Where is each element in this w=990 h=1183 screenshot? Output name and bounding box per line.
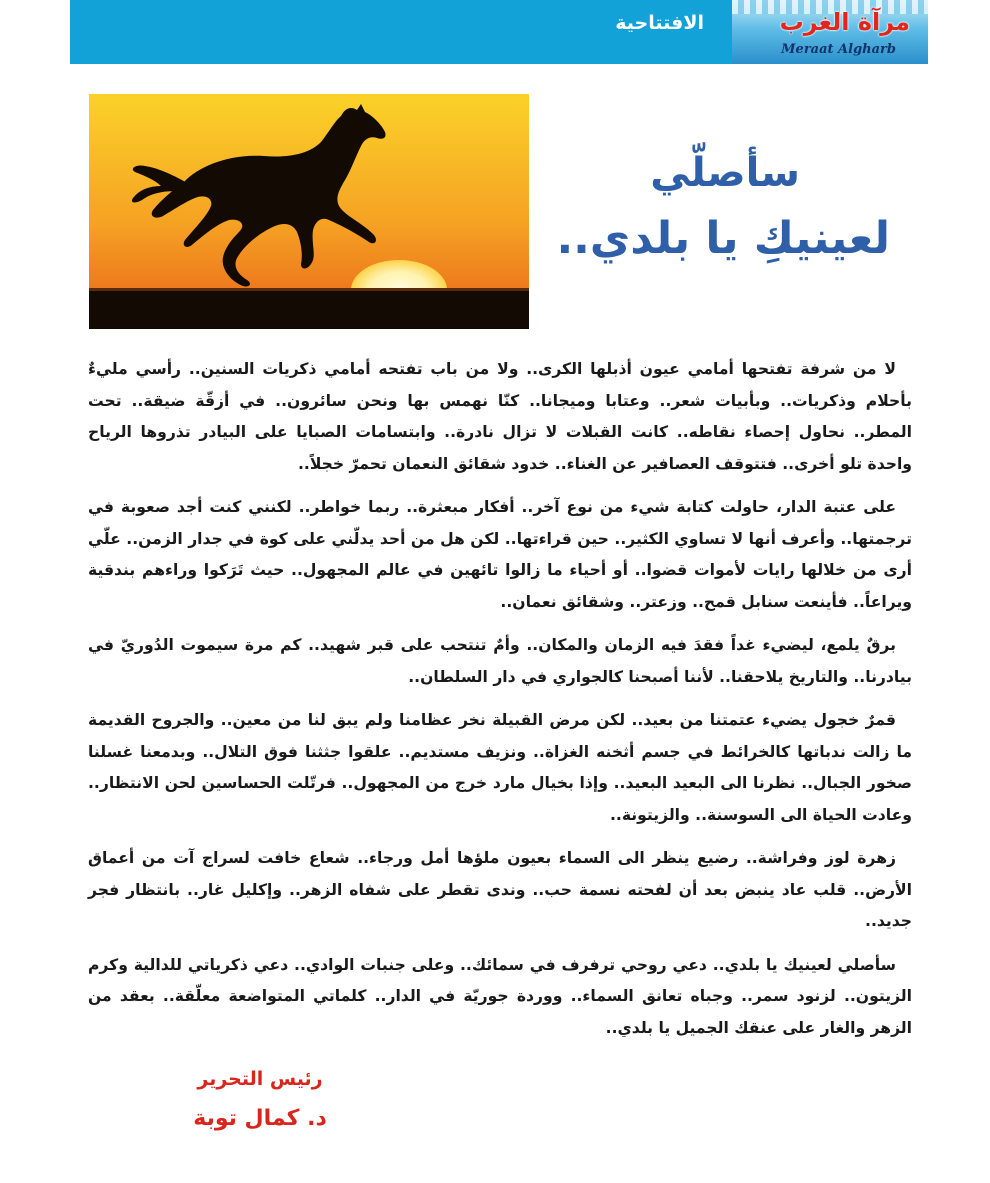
logo-latin-text: Meraat Algharb: [781, 42, 896, 57]
hero-image-horse-sunset: [89, 94, 529, 329]
header-bar: [70, 0, 732, 64]
publication-logo: [732, 0, 928, 64]
signature-name: د. كمال توبة: [193, 1106, 327, 1131]
signature-block: [160, 1062, 360, 1142]
article-paragraph: لا من شرفة تفتحها أمامي عيون أذبلها الكرى.. ولا من باب تفتحه أمامي ذكريات السنين.. رأسي مليءٌ بأحلام وذكريات.. وبأبيات شعر.. وعتابا وميجانا.. كنّا نهمس بها ونحن سائرون.. في أزقّة ضيقة.. تحت المطر.. نحاول إحصاء نقاطه.. كانت القبلات لا تزال نادرة.. وابتسامات الصبايا على البيادر تذروها الرياح واحدة تلو أخرى.. فتتوقف العصافير عن الغناء.. خدود شقائق النعمان تحمرّ خجلاً..: [88, 360, 912, 473]
title-line-1: سأصلّي: [650, 150, 800, 196]
article-paragraph: قمرٌ خجول يضيء عتمتنا من بعيد.. لكن مرض القبيلة نخر عظامنا ولم يبق لنا من معين.. والجروح القديمة ما زالت ندباتها كالخرائط في جسم أثخنه الغزاة.. ونزيف مستديم.. علقوا جثثنا فوق التلال.. وبدمعنا غسلنا صخور الجبال.. نظرنا الى البعيد البعيد.. وإذا بخيال مارد خرج من المجهول.. فرتّلت الحساسين لحن الانتظار.. وعادت الحياة الى السوسنة.. والزيتونة..: [88, 711, 912, 824]
horse-silhouette-icon: [89, 94, 529, 329]
logo-arabic-text: مرآة الغرب: [779, 8, 910, 36]
article-body: [88, 354, 912, 1056]
article-paragraph: سأصلي لعينيك يا بلدي.. دعي روحي ترفرف في سمائك.. وعلى جنبات الوادي.. دعي ذكرياتي للدالية وكرم الزيتون.. لزنود سمر.. وجباه تعانق السماء.. ووردة جوريّة في الدار.. كلماتي المتواضعة معلّقة.. بعقد من الزهر والغار على عنقك الجميل يا بلدي..: [88, 955, 912, 1037]
title-line-2: لعينيكِ يا بلدي..: [556, 213, 890, 264]
article-paragraph: على عتبة الدار، حاولت كتابة شيء من نوع آخر.. أفكار مبعثرة.. ربما خواطر.. لكنني كنت أجد صعوبة في ترجمتها.. وأعرف أنها لا تساوي الكثير.. حين قراءتها.. لكن هل من أحد يدلّني على كوة في جدار الزمن.. علّي أرى من خلالها رايات لأموات قضوا.. أو أحياء ما زالوا تائهين في عالم المجهول.. حيث تَرَكوا وراءهم بندقية ويراعاً.. فأينعت سنابل قمح.. وزعتر.. وشقائق نعمان..: [88, 498, 912, 611]
article-paragraph: زهرة لوز وفراشة.. رضيع ينظر الى السماء بعيون ملؤها أمل ورجاء.. شعاع خافت لسراج آت من أعماق الأرض.. قلب عاد ينبض بعد أن لفحته نسمة حب.. وندى تقطر على شفاه الزهر.. وإكليل غار.. بانتظار فجر جديد..: [88, 849, 912, 930]
signature-role: رئيس التحرير: [197, 1068, 323, 1090]
article-title: [530, 140, 890, 272]
article-paragraph: برقٌ يلمع، ليضيء غداً فقدَ فيه الزمان والمكان.. وأمٌ تنتحب على قبر شهيد.. كم مرة سيموت الدُوريّ في بيادرنا.. والتاريخ يلاحقنا.. لأننا أصبحنا كالجواري في دار السلطان..: [88, 636, 912, 686]
section-label: الافتتاحية: [615, 12, 704, 34]
